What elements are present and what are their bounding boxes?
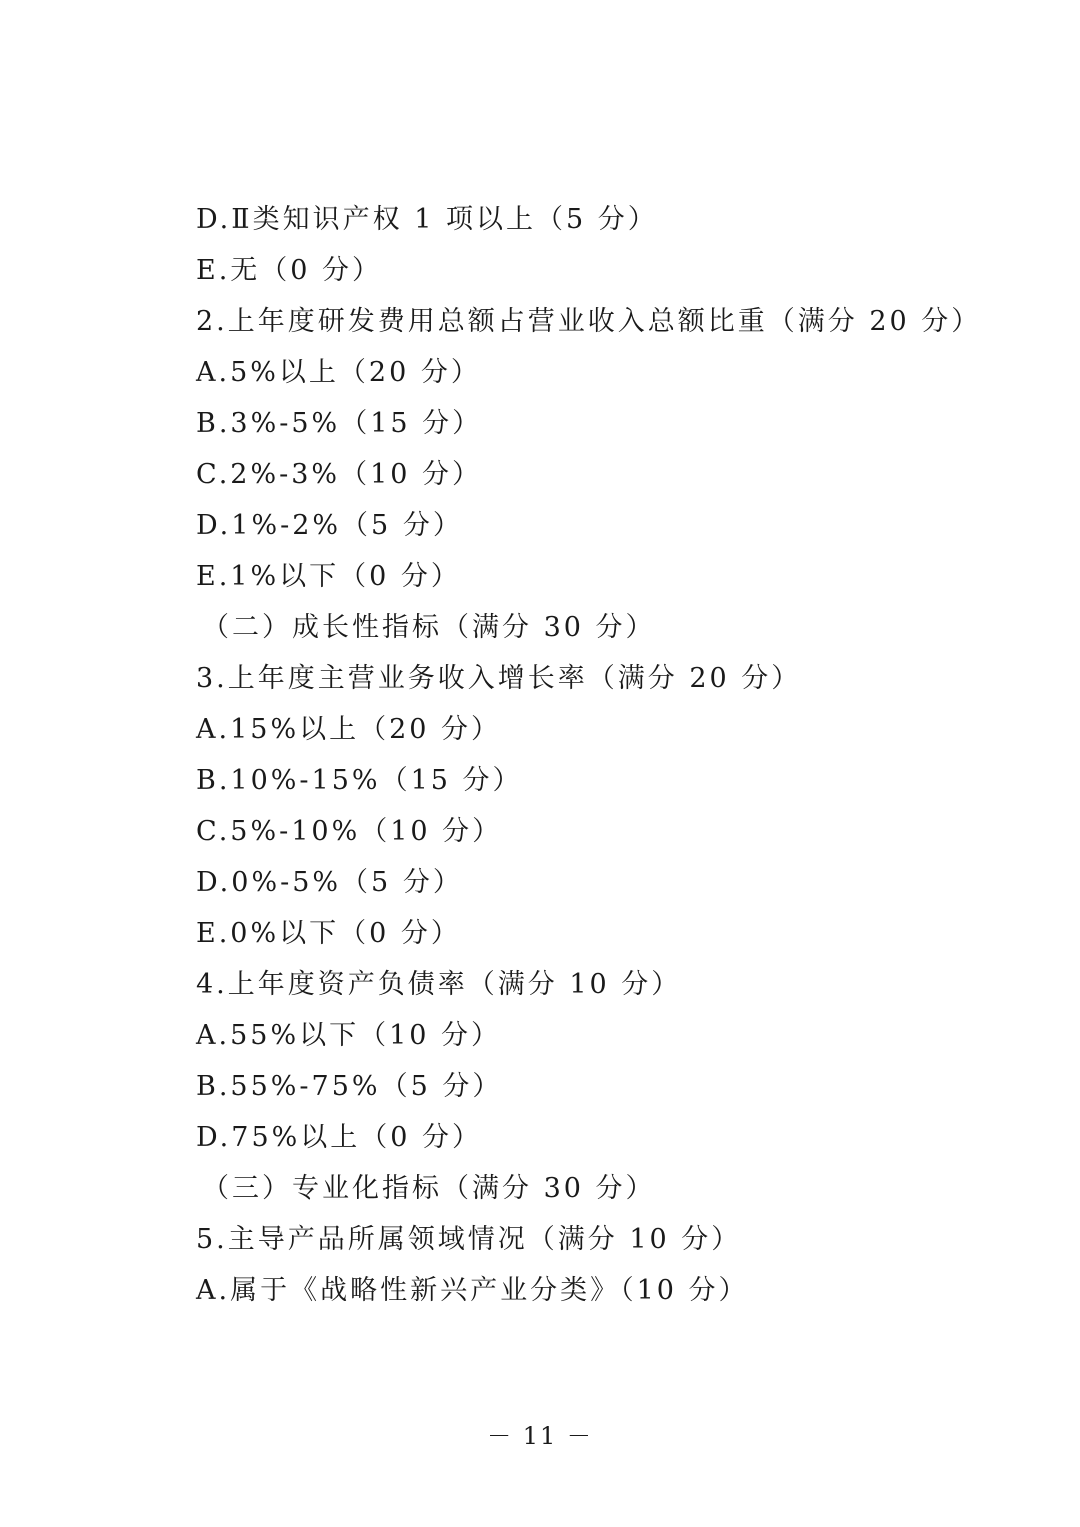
page-number: － 11 － (487, 1422, 593, 1450)
option-line: B.3%-5%（15 分） (196, 408, 483, 439)
option-line: D.0%-5%（5 分） (196, 867, 463, 898)
option-line: A.15%以上（20 分） (196, 714, 502, 745)
option-line: C.2%-3%（10 分） (196, 459, 483, 490)
option-line: D.75%以上（0 分） (196, 1122, 483, 1153)
document-body (196, 194, 1016, 1316)
section-heading: （三）专业化指标（满分 30 分） (202, 1173, 656, 1204)
option-line: D.Ⅱ类知识产权 1 项以上（5 分） (196, 204, 658, 235)
option-line: B.10%-15%（15 分） (196, 765, 523, 796)
criterion-heading: 3.上年度主营业务收入增长率（满分 20 分） (196, 663, 802, 694)
option-line: A.属于《战略性新兴产业分类》（10 分） (196, 1275, 749, 1306)
option-line: C.5%-10%（10 分） (196, 816, 503, 847)
option-line: A.5%以上（20 分） (196, 357, 481, 388)
option-line: B.55%-75%（5 分） (196, 1071, 503, 1102)
option-line: D.1%-2%（5 分） (196, 510, 463, 541)
option-line: E.0%以下（0 分） (196, 918, 461, 949)
option-line: A.55%以下（10 分） (196, 1020, 502, 1051)
criterion-heading: 5.主导产品所属领域情况（满分 10 分） (196, 1224, 742, 1255)
option-line: E.1%以下（0 分） (196, 561, 461, 592)
option-line: E.无（0 分） (196, 255, 383, 286)
criterion-heading: 2.上年度研发费用总额占营业收入总额比重（满分 20 分） (196, 306, 982, 337)
criterion-heading: 4.上年度资产负债率（满分 10 分） (196, 969, 682, 1000)
section-heading: （二）成长性指标（满分 30 分） (202, 612, 656, 643)
